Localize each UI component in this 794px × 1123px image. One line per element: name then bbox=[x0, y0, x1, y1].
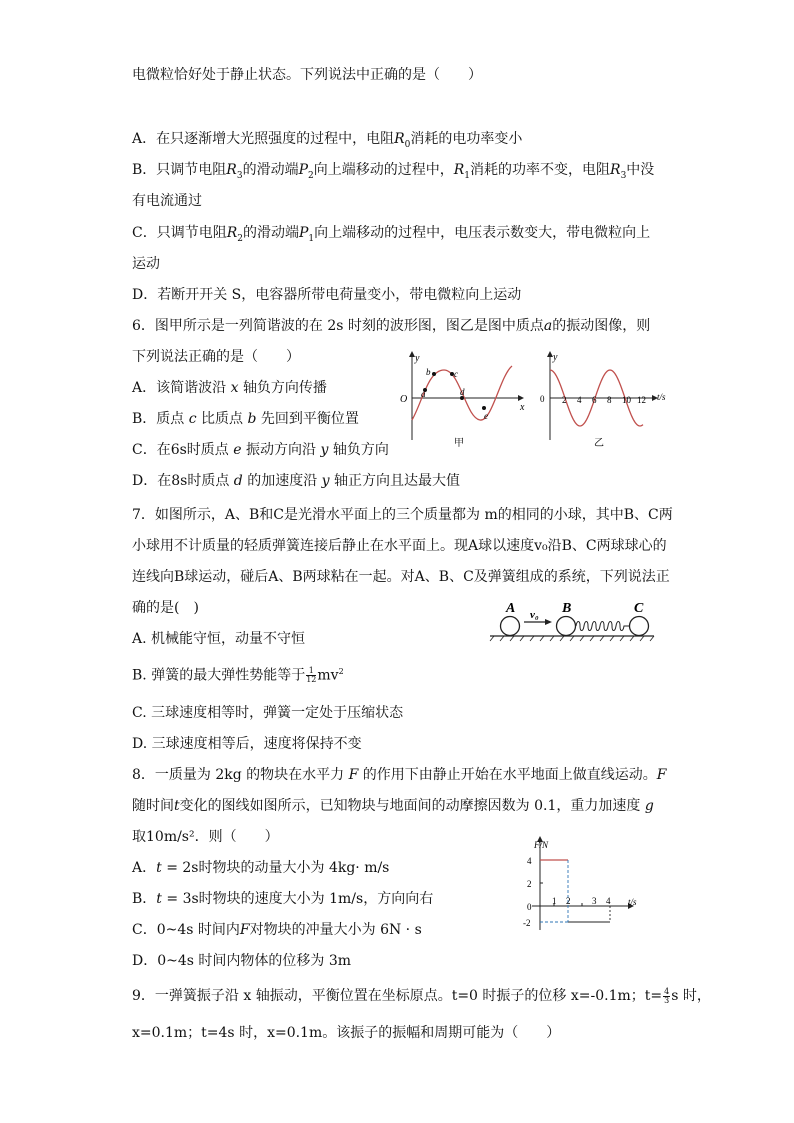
point-b bbox=[432, 372, 436, 376]
jia-caption: 甲 bbox=[454, 438, 464, 449]
q7-stem-3: 连线向B球运动，碰后A、B两球粘在一起。对A、B、C及弹簧组成的系统，下列说法正 bbox=[132, 569, 670, 585]
label-c: c bbox=[454, 369, 458, 379]
jia-origin: O bbox=[400, 394, 408, 405]
label-d: d bbox=[460, 387, 465, 397]
label-b: b bbox=[426, 367, 431, 377]
q6-stem-1: 6．图甲所示是一列简谐波的在 2s 时刻的波形图，图乙是图中质点a的振动图像，则 bbox=[132, 318, 651, 334]
figure-yi-vibration bbox=[536, 348, 672, 452]
q8-option-d: D．0~4s 时间内物体的位移为 3m bbox=[132, 953, 352, 969]
q6-option-b: B．质点 c 比质点 b 先回到平衡位置 bbox=[132, 411, 359, 427]
q7-option-d: D. 三球速度相等后，速度将保持不变 bbox=[132, 736, 362, 752]
label-v0: v₀ bbox=[530, 609, 539, 621]
spring bbox=[576, 622, 629, 631]
yi-zero: 0 bbox=[540, 394, 545, 404]
q7-stem-2: 小球用不计质量的轻质弹簧连接后静止在水平面上。现A球以速度v₀沿B、C两球球心的 bbox=[132, 538, 667, 554]
yi-t-label: t/s bbox=[657, 392, 666, 402]
ft-y-label: F/N bbox=[534, 840, 549, 850]
yi-tick-10: 10 bbox=[622, 395, 631, 405]
q5-option-c: C．只调节电阻$R_2$的滑动端$P_1$向上端移动的过程中，电压表示数变大，带电微粒向上 bbox=[132, 225, 651, 244]
q5-option-c-cont: 运动 bbox=[132, 256, 160, 272]
label-e: e bbox=[484, 411, 488, 421]
q6-option-d: D．在8s时质点 d 的加速度沿 y 轴正方向且达最大值 bbox=[132, 473, 461, 489]
yi-tick-8: 8 bbox=[607, 395, 612, 405]
jia-y-label: y bbox=[415, 353, 420, 364]
ft-tick-t4: 4 bbox=[606, 896, 611, 906]
figure-jia-wave bbox=[396, 348, 532, 452]
yi-caption: 乙 bbox=[594, 438, 604, 449]
q8-option-a: A．t = 2s时物块的动量大小为 4kg· m/s bbox=[132, 860, 390, 876]
ball-a bbox=[501, 617, 520, 636]
q6-stem-2: 下列说法正确的是（ ） bbox=[132, 349, 300, 365]
q6-option-c: C．在6s时质点 e 振动方向沿 y 轴负方向 bbox=[132, 442, 389, 458]
ft-tick-neg2: -2 bbox=[523, 918, 531, 928]
q8-stem-3: 取10m/s²．则（ ） bbox=[132, 829, 279, 845]
ball-c bbox=[630, 617, 649, 636]
q8-stem-2: 随时间t变化的图线如图所示，已知物块与地面间的动摩擦因数为 0.1，重力加速度 g bbox=[132, 798, 654, 814]
ft-tick-0: 0 bbox=[527, 902, 532, 912]
q6-option-a: A．该简谐波沿 x 轴负方向传播 bbox=[132, 380, 327, 396]
q5-option-d: D．若断开开关 S，电容器所带电荷量变小，带电微粒向上运动 bbox=[132, 287, 522, 303]
q5-option-b: B．只调节电阻$R_3$的滑动端$P_2$向上端移动的过程中，$R_1$消耗的功率不变，电阻$R_3$中没 bbox=[132, 162, 655, 181]
label-ball-a: A bbox=[506, 601, 516, 616]
figure-force-time bbox=[512, 834, 646, 938]
ft-tick-4: 4 bbox=[527, 856, 532, 866]
q7-stem-1: 7．如图所示，A、B和C是光滑水平面上的三个质量都为 m的相同的小球，其中B、C两 bbox=[132, 507, 673, 523]
point-e bbox=[482, 406, 486, 410]
q5-tail: 电微粒恰好处于静止状态。下列说法中正确的是（ ） bbox=[132, 67, 482, 83]
yi-tick-2: 2 bbox=[562, 395, 567, 405]
ft-tick-t1: 1 bbox=[552, 896, 557, 906]
label-ball-c: C bbox=[634, 601, 644, 616]
figure-balls-spring bbox=[488, 598, 658, 642]
q7-option-a: A. 机械能守恒，动量不守恒 bbox=[132, 631, 306, 647]
ft-tick-2: 2 bbox=[527, 879, 532, 889]
ft-tick-t2: 2 bbox=[566, 896, 571, 906]
yi-tick-12: 12 bbox=[637, 395, 646, 405]
q9-stem-2: x=0.1m；t=4s 时，x=0.1m。该振子的振幅和周期可能为（ ） bbox=[132, 1025, 561, 1041]
q8-option-c: C．0~4s 时间内F对物块的冲量大小为 6N · s bbox=[132, 922, 422, 938]
ft-tick-t3: 3 bbox=[592, 896, 597, 906]
ft-t-label: t/s bbox=[628, 897, 637, 907]
q7-option-c: C. 三球速度相等时，弹簧一定处于压缩状态 bbox=[132, 705, 404, 721]
q8-option-b: B．t = 3s时物块的速度大小为 1m/s，方向向右 bbox=[132, 891, 434, 907]
q9-stem-1: 9．一弹簧振子沿 x 轴振动，平衡位置在坐标原点。t=0 时振子的位移 x=-0.1m；t= $\frac{4}{3}$ s 时， bbox=[132, 986, 711, 1005]
q5-option-b-cont: 有电流通过 bbox=[132, 193, 202, 209]
q8-stem-1: 8．一质量为 2kg 的物块在水平力 F 的作用下由静止开始在水平地面上做直线运动。F bbox=[132, 767, 667, 783]
label-ball-b: B bbox=[562, 601, 572, 616]
yi-tick-4: 4 bbox=[577, 395, 582, 405]
q7-option-b: B. 弹簧的最大弹性势能等于 $\frac{1}{12}$ $mv^2$ bbox=[132, 666, 344, 685]
q5-option-a: A．在只逐渐增大光照强度的过程中，电阻$R_0$消耗的电功率变小 bbox=[132, 131, 523, 150]
jia-x-label: x bbox=[520, 402, 525, 413]
yi-y-label: y bbox=[553, 352, 558, 363]
label-a: a bbox=[421, 389, 426, 399]
yi-tick-6: 6 bbox=[592, 395, 597, 405]
ball-b bbox=[557, 617, 576, 636]
q7-stem-4: 确的是( ) bbox=[132, 600, 199, 616]
